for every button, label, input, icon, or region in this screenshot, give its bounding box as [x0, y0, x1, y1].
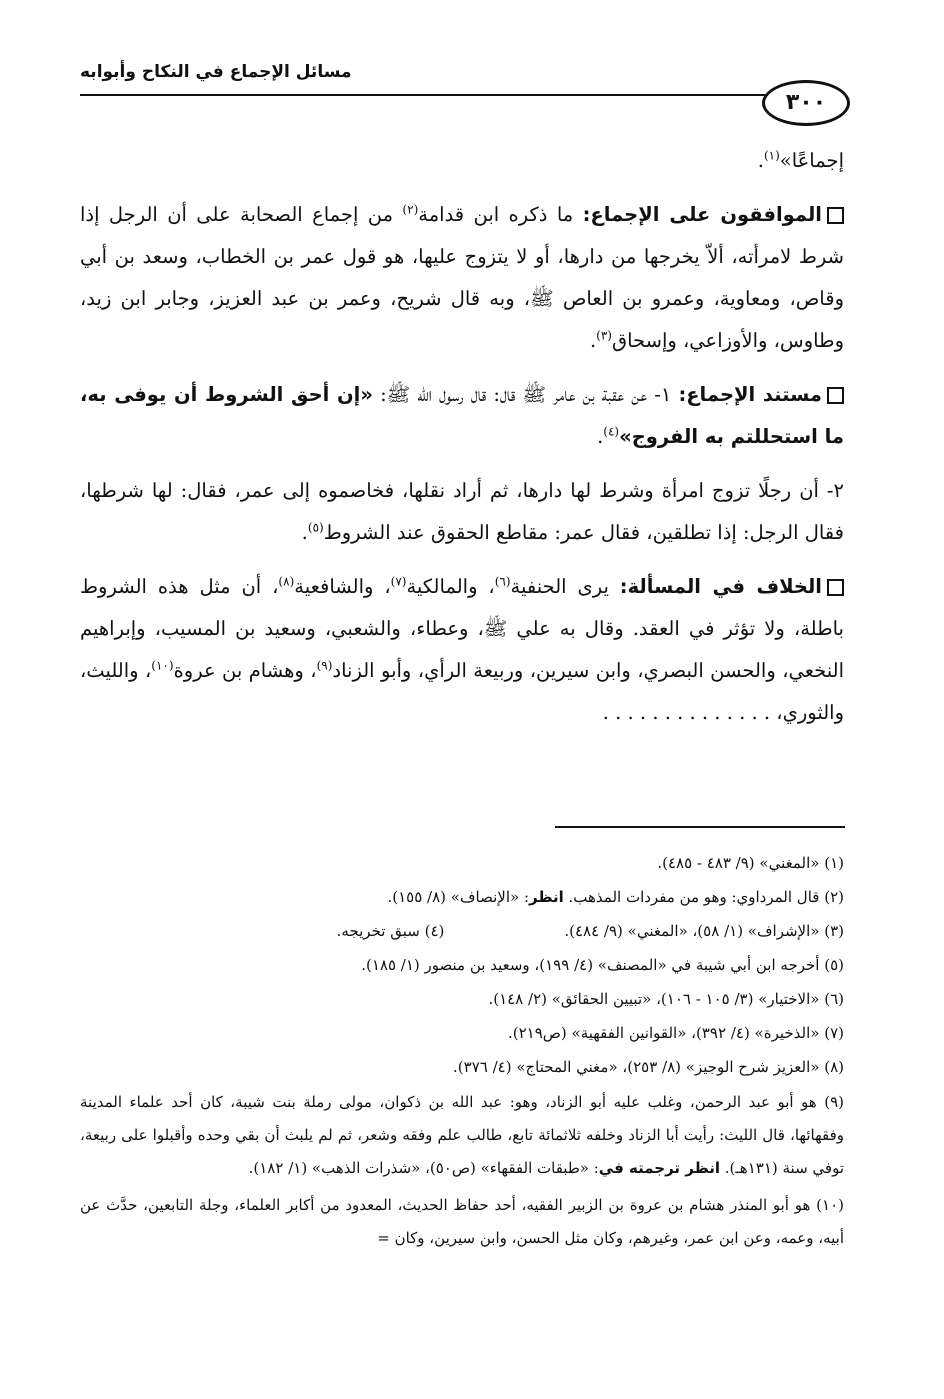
footnote-ref: (٥) [307, 520, 324, 535]
footnote-separator [555, 826, 845, 828]
footnote-ref: (٨) [278, 574, 295, 589]
footnote-ref: (١٠) [151, 658, 174, 673]
footnote-4: (٤) سبق تخريجه. [336, 922, 445, 940]
square-bullet-icon [827, 387, 844, 404]
section-heading: الخلاف في المسألة: [619, 575, 822, 598]
section-heading: مستند الإجماع: [678, 383, 822, 406]
header-rule [80, 94, 765, 96]
running-title: مسائل الإجماع في النكاح وأبوابه [80, 62, 352, 82]
footnote-5: (٥) أخرجه ابن أبي شيبة في «المصنف» (٤/ ١٩٩)، وسعيد بن منصور (١/ ١٨٥). [361, 956, 844, 974]
hadith-quote: «إن أحق الشروط أن يوفى به، ما استحللتم به الفروج» [80, 383, 844, 448]
footnote-row-3-4 [80, 916, 844, 946]
footnote-2: (٢) قال المرداوي: وهو من مفردات المذهب. انظر: «الإنصاف» (٨/ ١٥٥). [387, 888, 844, 906]
footnote-ref: (١) [763, 148, 780, 163]
footnotes [80, 848, 844, 1259]
square-bullet-icon [827, 579, 844, 596]
main-text [80, 140, 844, 746]
paragraph-evidence: مستند الإجماع: ١- عن عقبة بن عامر ﷺ قال: قال رسول الله ﷺ: «إن أحق الشروط أن يوفى به، ما استحللتم به الفروج»$^{(٤)}$. [80, 383, 844, 448]
footnote-ref: (٦) [494, 574, 511, 589]
paragraph-agreeing: الموافقون على الإجماع: ما ذكره ابن قدامة$^{(٢)}$ من إجماع الصحابة على أن الرجل إذا شرط لامرأته، ألاّ يخرجها من دارها، أو لا يتزوج عليها، هو قول عمر بن الخطاب، وسعد بن أبي وقاص، ومعاوية، وعمرو بن العاص ﷺ، وبه قال شريح، وعمر بن عبد العزيز، وجابر ابن زيد، وطاوس، والأوزاعي، وإسحاق$^{(٣)}$. [80, 202, 844, 352]
square-bullet-icon [827, 207, 844, 224]
footnote-ref: (٧) [390, 574, 407, 589]
paragraph-evidence-2: ٢- أن رجلًا تزوج امرأة وشرط لها دارها، ثم أراد نقلها، فخاصموه إلى عمر، فقال: لها شرطها، فقال الرجل: إذا تطلقين، فقال عمر: مقاطع الحقوق عند الشروط$^{(٥)}$. [80, 479, 844, 544]
page-number: ٣٠٠ [762, 80, 850, 126]
paragraph-disagreement: الخلاف في المسألة: يرى الحنفية$^{(٦)}$، والمالكية$^{(٧)}$، والشافعية$^{(٨)}$، أن مثل هذه الشروط باطلة، ولا تؤثر في العقد. وقال به علي ﷺ، وعطاء، والشعبي، وسعيد بن المسيب، وإبراهيم النخعي، والحسن البصري، وابن سيرين، وربيعة الرأي، وأبو الزناد$^{(٩)}$، وهشام بن عروة$^{(١٠)}$، والليث، والثوري، . . . . . . . . . . . . . . [80, 574, 844, 724]
paragraph-continuation: إجماعًا»$^{(١)}$. [757, 148, 844, 172]
footnote-9: (٩) هو أبو عبد الرحمن، وغلب عليه أبو الزناد، وهو: عبد الله بن ذكوان، مولى رملة بنت شيبة، كان أحد علماء المدينة وفقهائها، قال الليث: رأيت أبا الزناد وخلفه ثلاثمائة تابع، طالب علم وفقه وشعر، ثم لم يلبث أن بقي وحده وأقبلوا على ربيعة، توفي سنة (١٣١هـ). انظر ترجمته في: «طبقات الفقهاء» (ص٥٠)، «شذرات الذهب» (١/ ١٨٢). [80, 1093, 844, 1177]
footnote-1: (١) «المغني» (٩/ ٤٨٣ - ٤٨٥). [657, 854, 844, 872]
footnote-ref: (٤) [603, 424, 620, 439]
footnote-6: (٦) «الاختيار» (٣/ ١٠٥ - ١٠٦)، «تبيين الحقائق» (٢/ ١٤٨). [488, 990, 844, 1008]
footnote-10: (١٠) هو أبو المنذر هشام بن عروة بن الزبير الفقيه، أحد حفاظ الحديث، المعدود من أكابر العلماء، وجلة التابعين، حدَّث عن أبيه، وعمه، وعن ابن عمر، وغيرهم، وكان مثل الحسن، وابن سيرين، وكان = [80, 1196, 844, 1247]
footnote-ref: (٩) [316, 658, 333, 673]
section-heading: الموافقون على الإجماع: [582, 203, 822, 226]
footnote-ref: (٢) [402, 202, 419, 217]
footnote-3: (٣) «الإشراف» (١/ ٥٨)، «المغني» (٩/ ٤٨٤). [564, 922, 844, 940]
footnote-7: (٧) «الذخيرة» (٤/ ٣٩٢)، «القوانين الفقهية» (ص٢١٩). [507, 1024, 844, 1042]
footnote-8: (٨) «العزيز شرح الوجيز» (٨/ ٢٥٣)، «مغني المحتاج» (٤/ ٣٧٦). [453, 1058, 844, 1076]
footnote-ref: (٣) [596, 328, 612, 343]
